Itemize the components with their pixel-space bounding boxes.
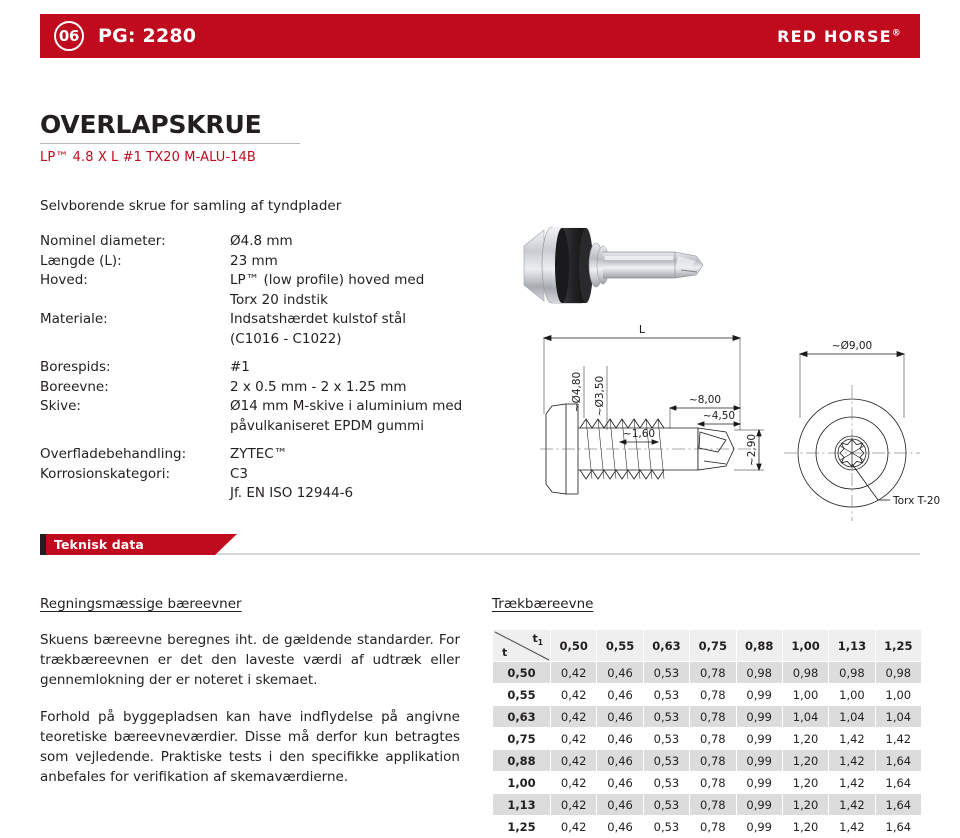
column-header: 1,13	[829, 630, 875, 662]
product-photo	[500, 198, 750, 333]
table-cell: 0,46	[597, 662, 643, 684]
ribbon-tail	[215, 534, 237, 555]
spec-value-line2: Torx 20 indstik	[230, 291, 328, 308]
spec-value-line2: påvulkaniseret EPDM gummi	[230, 417, 424, 434]
table-cell: 1,20	[782, 816, 828, 838]
table-cell: 0,78	[690, 750, 736, 772]
table-row	[493, 662, 922, 684]
spec-value: LP™ (low profile) hoved med	[230, 272, 425, 288]
table-cell: 0,46	[597, 794, 643, 816]
spec-row	[40, 445, 510, 465]
row-header: 1,25	[493, 816, 551, 838]
spec-value-line2: Jf. EN ISO 12944-6	[230, 485, 354, 501]
table-cell: 0,98	[829, 662, 875, 684]
spec-key: Korrosionskategori:	[40, 465, 171, 482]
section-header-teknisk-data	[40, 534, 960, 556]
table-cell: 1,20	[782, 794, 828, 816]
table-cell: 1,04	[782, 706, 828, 728]
table-cell: 0,53	[643, 684, 689, 706]
spec-spacer	[40, 349, 510, 358]
table-corner-cell	[493, 630, 551, 662]
table-cell: 0,53	[643, 728, 689, 750]
table-cell: 0,42	[551, 816, 597, 838]
row-header: 1,13	[493, 794, 551, 816]
table-cell: 0,46	[597, 772, 643, 794]
title-divider	[40, 143, 300, 144]
table-cell: 0,99	[736, 728, 782, 750]
table-cell: 0,98	[736, 662, 782, 684]
dim-head-diameter-label: ~Ø4,80	[571, 371, 583, 413]
product-group-label: PG: 2280	[98, 25, 197, 47]
tensile-capacity-table	[492, 629, 922, 838]
spec-row-continued	[40, 330, 510, 350]
table-cell: 1,42	[829, 728, 875, 750]
design-capacity-paragraph-1: Skuens bæreevne beregnes iht. de gældende standarder. For trækbæreevnen er det den laveste værdi af udtræk eller gennemlokning der er noteret i skemaet.	[40, 632, 460, 688]
table-cell: 1,42	[829, 750, 875, 772]
tensile-capacity-heading: Trækbæreevne	[492, 596, 594, 612]
table-cell: 1,64	[875, 816, 921, 838]
spec-key: Materiale:	[40, 311, 108, 327]
spec-row	[40, 358, 510, 378]
table-cell: 1,42	[875, 728, 921, 750]
page-title: OVERLAPSKRUE	[40, 110, 262, 139]
dim-thread-pitch-label: ~1,60	[622, 428, 656, 440]
table-row	[493, 772, 922, 794]
table-cell: 0,42	[551, 728, 597, 750]
spec-row	[40, 232, 510, 252]
spec-value: Ø14 mm M-skive i aluminium med	[230, 398, 463, 414]
brand-logo	[777, 27, 902, 46]
table-cell: 0,99	[736, 750, 782, 772]
design-capacity-heading: Regningsmæssige bæreevner	[40, 596, 242, 612]
spec-row	[40, 465, 510, 485]
table-cell: 0,46	[597, 750, 643, 772]
table-row	[493, 794, 922, 816]
torx-callout-label: Torx T-20	[893, 495, 941, 507]
spec-key: Skive:	[40, 398, 81, 414]
table-header-row	[493, 630, 922, 662]
spec-value: Indsatshærdet kulstof stål	[230, 311, 407, 327]
table-cell: 0,78	[690, 816, 736, 838]
spec-key: Borespids:	[40, 359, 111, 375]
spec-row	[40, 310, 510, 330]
table-cell: 0,46	[597, 684, 643, 706]
spec-value: Ø4.8 mm	[230, 233, 293, 249]
table-head	[493, 630, 922, 662]
spec-value: 23 mm	[230, 252, 278, 269]
column-header: 0,88	[736, 630, 782, 662]
product-code: LP™ 4.8 X L #1 TX20 M-ALU-14B	[40, 150, 256, 165]
table-cell: 0,53	[643, 706, 689, 728]
design-capacity-column	[40, 596, 460, 804]
spec-value: ZYTEC™	[230, 446, 288, 462]
row-header: 0,88	[493, 750, 551, 772]
table-cell: 0,42	[551, 662, 597, 684]
table-cell: 0,99	[736, 772, 782, 794]
dim-point-length-label: ~4,50	[702, 410, 736, 422]
spec-row-continued	[40, 484, 510, 504]
table-cell: 1,42	[829, 772, 875, 794]
table-cell: 0,53	[643, 794, 689, 816]
table-cell: 1,64	[875, 772, 921, 794]
spec-key: Boreevne:	[40, 378, 109, 395]
row-header: 1,00	[493, 772, 551, 794]
registered-mark: ®	[891, 28, 902, 39]
row-header: 0,63	[493, 706, 551, 728]
table-cell: 0,42	[551, 706, 597, 728]
table-cell: 0,78	[690, 794, 736, 816]
table-cell: 0,42	[551, 750, 597, 772]
product-description: Selvborende skrue for samling af tyndplader	[40, 198, 342, 214]
table-cell: 0,53	[643, 772, 689, 794]
table-cell: 0,78	[690, 706, 736, 728]
table-cell: 1,20	[782, 750, 828, 772]
table-cell: 1,20	[782, 772, 828, 794]
specification-list	[40, 232, 510, 504]
table-cell: 0,46	[597, 706, 643, 728]
table-row	[493, 684, 922, 706]
spec-row	[40, 252, 510, 272]
column-header: 0,50	[551, 630, 597, 662]
row-header: 0,55	[493, 684, 551, 706]
title-block	[40, 110, 560, 165]
spec-value: 2 x 0.5 mm - 2 x 1.25 mm	[230, 378, 407, 395]
ribbon-cap	[40, 534, 46, 555]
spec-row	[40, 271, 510, 291]
table-cell: 0,53	[643, 750, 689, 772]
table-cell: 1,42	[829, 816, 875, 838]
table-cell: 0,42	[551, 772, 597, 794]
technical-drawing	[512, 318, 952, 528]
table-cell: 0,46	[597, 728, 643, 750]
table-row	[493, 750, 922, 772]
table-cell: 1,64	[875, 794, 921, 816]
column-header: 0,55	[597, 630, 643, 662]
corner-label-t: t	[502, 646, 508, 659]
spec-value-line2: (C1016 - C1022)	[230, 330, 342, 347]
table-cell: 1,00	[782, 684, 828, 706]
tensile-capacity-column	[492, 596, 922, 838]
dim-shank-diameter-label: ~Ø3,50	[594, 375, 606, 417]
spec-spacer	[40, 436, 510, 445]
table-cell: 0,98	[782, 662, 828, 684]
table-cell: 0,99	[736, 684, 782, 706]
column-header: 0,63	[643, 630, 689, 662]
dim-washer-diameter-label: ~Ø9,00	[831, 340, 873, 352]
table-cell: 1,64	[875, 750, 921, 772]
table-cell: 0,98	[875, 662, 921, 684]
table-body	[493, 662, 922, 838]
spec-value: C3	[230, 465, 249, 482]
dim-point-total-label: ~8,00	[688, 394, 722, 406]
page-number-badge: 06	[54, 21, 84, 51]
spec-key: Nominel diameter:	[40, 233, 166, 249]
table-cell: 0,78	[690, 772, 736, 794]
spec-value: #1	[230, 359, 250, 375]
table-cell: 1,04	[829, 706, 875, 728]
brand-logo-text: RED HORSE	[777, 26, 892, 46]
table-cell: 0,99	[736, 794, 782, 816]
table-row	[493, 706, 922, 728]
spec-key: Overfladebehandling:	[40, 446, 187, 462]
table-cell: 1,20	[782, 728, 828, 750]
design-capacity-paragraph-2: Forhold på byggepladsen kan have indflydelse på angivne teoretiske bæreevneværdier. Disse må derfor kun betragtes som vejledende. Praktiske tests i den specifikke applikation anbefales for verifikation af skemaværdierne.	[40, 709, 460, 785]
table-cell: 0,99	[736, 706, 782, 728]
spec-key: Hoved:	[40, 272, 88, 288]
table-cell: 0,78	[690, 662, 736, 684]
section-title: Teknisk data	[54, 537, 144, 552]
table-cell: 1,04	[875, 706, 921, 728]
spec-key: Længde (L):	[40, 252, 122, 269]
spec-row-continued	[40, 417, 510, 437]
spec-row-continued	[40, 291, 510, 311]
table-cell: 0,78	[690, 728, 736, 750]
table-cell: 1,42	[829, 794, 875, 816]
column-header: 1,25	[875, 630, 921, 662]
dim-point-height-label: ~2,90	[746, 433, 758, 467]
row-header: 0,50	[493, 662, 551, 684]
table-cell: 0,42	[551, 684, 597, 706]
table-cell: 0,53	[643, 662, 689, 684]
table-cell: 1,00	[829, 684, 875, 706]
section-ribbon-body	[40, 534, 215, 555]
spec-row	[40, 397, 510, 417]
table-cell: 0,78	[690, 684, 736, 706]
table-cell: 0,42	[551, 794, 597, 816]
corner-label-t1: $t_1$	[532, 632, 543, 648]
column-header: 1,00	[782, 630, 828, 662]
table-cell: 0,46	[597, 816, 643, 838]
table-cell: 0,99	[736, 816, 782, 838]
table-cell: 0,53	[643, 816, 689, 838]
dim-length-label: L	[638, 323, 646, 336]
column-header: 0,75	[690, 630, 736, 662]
table-row	[493, 728, 922, 750]
spec-row	[40, 378, 510, 398]
table-cell: 1,00	[875, 684, 921, 706]
row-header: 0,75	[493, 728, 551, 750]
header-banner	[40, 14, 920, 58]
